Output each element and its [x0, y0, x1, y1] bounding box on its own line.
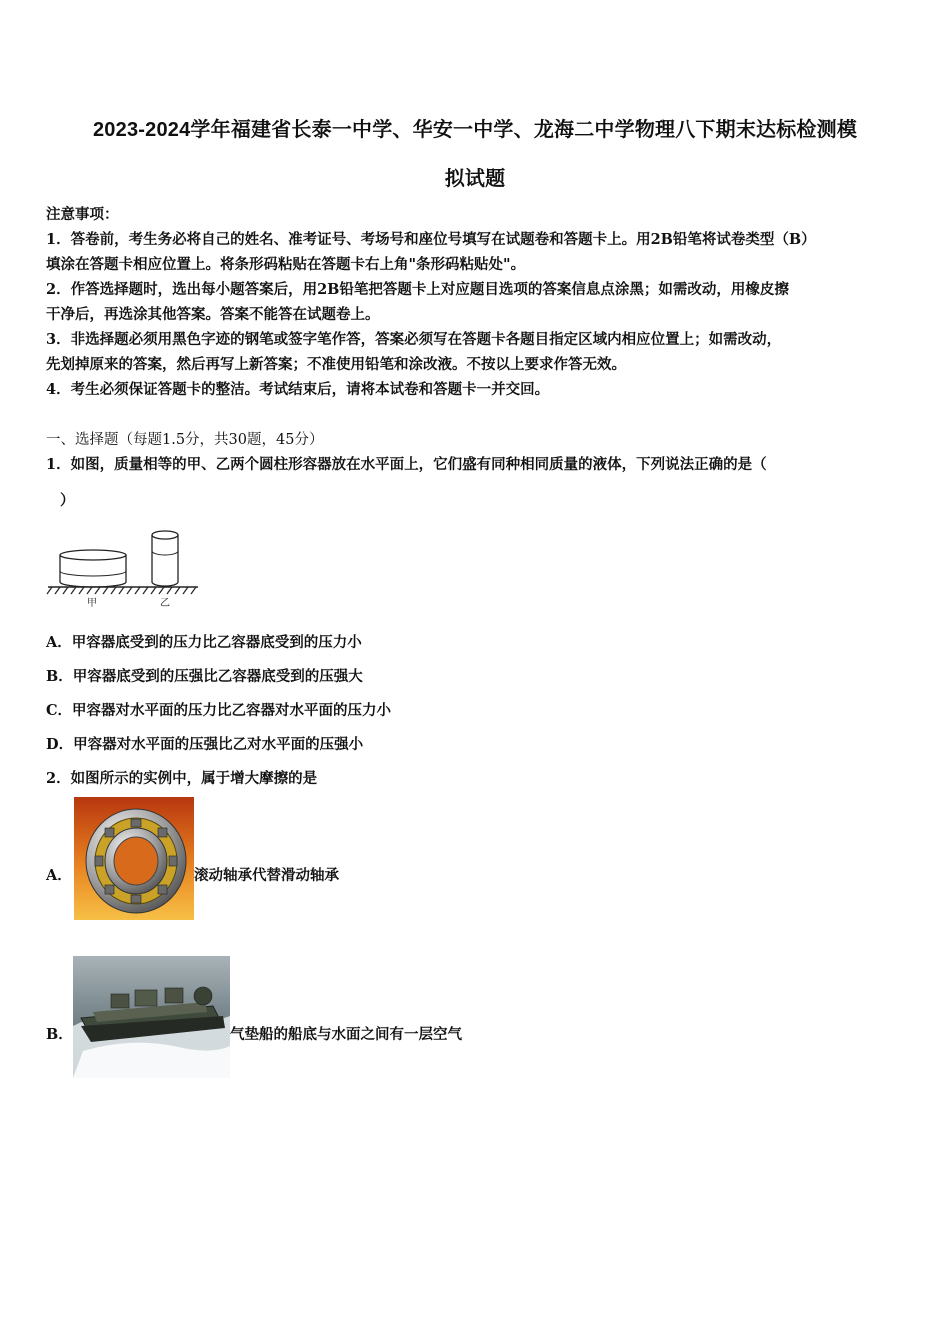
notice-line: 填涂在答题卡相应位置上。将条形码粘贴在答题卡右上角"条形码粘贴处"。 [46, 256, 526, 273]
hovercraft-image [73, 956, 230, 1078]
label-yi: 乙 [160, 598, 170, 609]
q2-option-b-letter: B． [46, 1026, 73, 1043]
notice-line: 3．非选择题必须用黑色字迹的钢笔或签字笔作答，答案必须写在答题卡各题目指定区域内相应位置上；如需改动， [46, 331, 782, 348]
q2-stem: 2．如图所示的实例中，属于增大摩擦的是 [46, 770, 318, 787]
notice-line: 4．考生必须保证答题卡的整洁。考试结束后，请将本试卷和答题卡一并交回。 [46, 381, 550, 398]
notice-line: 先划掉原来的答案，然后再写上新答案；不准使用铅笔和涂改液。不按以上要求作答无效。 [46, 356, 626, 373]
q2-option-a-letter: A． [46, 867, 72, 884]
section-heading: 一、选择题（每题1.5分，共30题，45分） [46, 432, 324, 448]
q1-option-c: C．甲容器对水平面的压力比乙容器对水平面的压力小 [46, 702, 392, 719]
q2-option-b-text: 气垫船的船底与水面之间有一层空气 [230, 1026, 462, 1043]
q1-option-b: B．甲容器底受到的压强比乙容器底受到的压强大 [46, 668, 363, 685]
page-title-line2: 拟试题 [444, 168, 506, 190]
bearing-image [74, 797, 194, 920]
q1-option-d: D．甲容器对水平面的压强比乙对水平面的压强小 [46, 736, 364, 753]
notice-heading: 注意事项： [46, 206, 119, 223]
ground-surface [47, 587, 198, 594]
q1-option-a: A．甲容器底受到的压力比乙容器底受到的压力小 [46, 634, 362, 651]
notice-line: 2．作答选择题时，选出每小题答案后，用2B铅笔把答题卡上对应题目选项的答案信息点涂黑；如需改动，用橡皮擦 [46, 281, 789, 298]
q1-figure [46, 528, 202, 610]
q2-option-a-text: 滚动轴承代替滑动轴承 [194, 867, 339, 884]
notice-line: 干净后，再选涂其他答案。答案不能答在试题卷上。 [46, 306, 380, 323]
q1-stem: 1．如图，质量相等的甲、乙两个圆柱形容器放在水平面上，它们盛有同种相同质量的液体，下列说法正确的是（ [46, 456, 767, 473]
page-title-line1: 2023-2024学年福建省长泰一中学、华安一中学、龙海二中学物理八下期末达标检测模 [92, 119, 858, 141]
container-jia [60, 550, 126, 587]
q1-stem-cont: ） [60, 492, 75, 509]
container-yi [152, 531, 178, 586]
label-jia: 甲 [87, 598, 97, 609]
notice-line: 1．答卷前，考生务必将自己的姓名、准考证号、考场号和座位号填写在试题卷和答题卡上。用2B铅笔将试卷类型（B） [46, 231, 816, 248]
